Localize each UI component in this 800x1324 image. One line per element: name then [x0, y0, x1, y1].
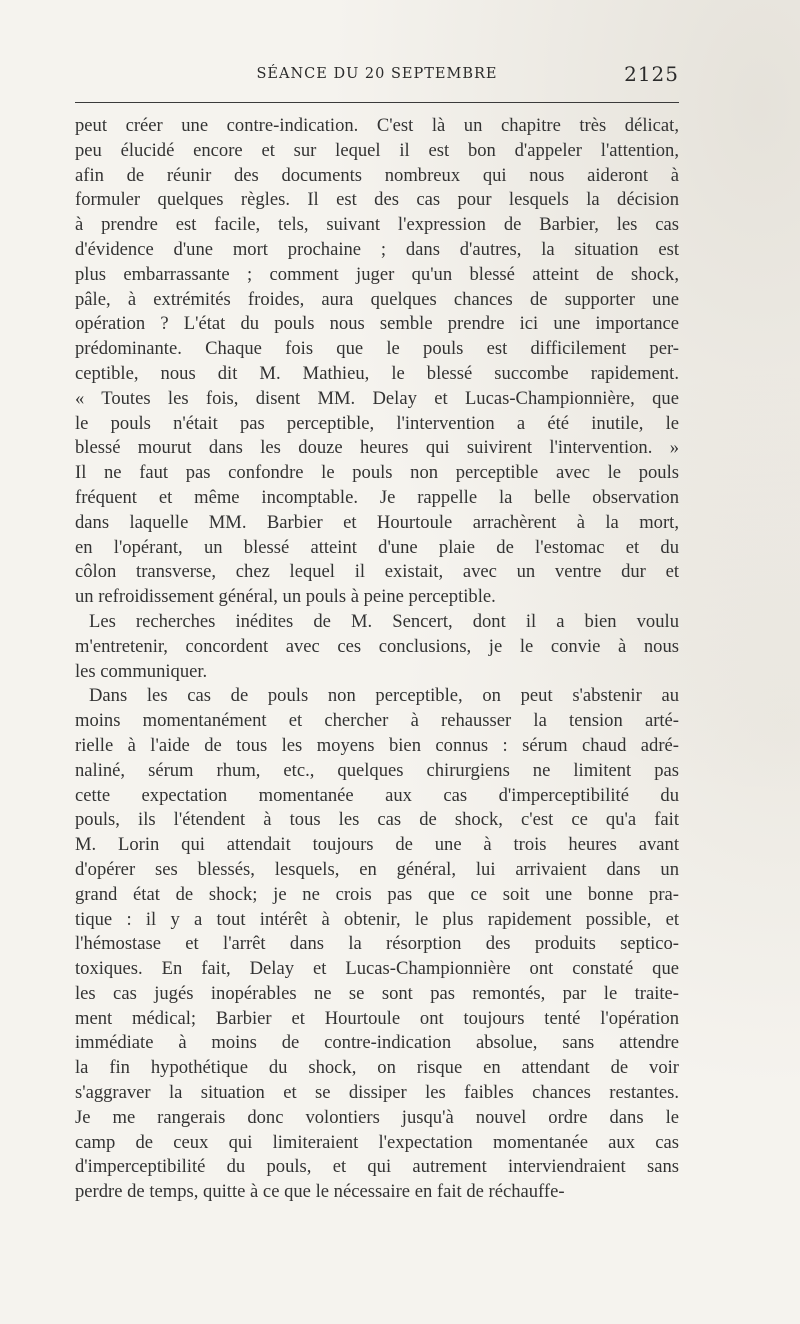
text-line: s'aggraver la situation et se dissiper les faibles chances restantes.	[75, 1082, 679, 1104]
text-line: Je me rangerais donc volontiers jusqu'à nouvel ordre dans le	[75, 1106, 679, 1128]
text-line: le pouls n'était pas perceptible, l'intervention a été inutile, le	[75, 412, 679, 434]
text-line: les cas jugés inopérables ne se sont pas remontés, par le traite-	[75, 982, 679, 1004]
text-line: formuler quelques règles. Il est des cas pour lesquels la décision	[75, 189, 679, 211]
text-line: d'opérer ses blessés, lesquels, en général, lui arrivaient dans un	[75, 858, 679, 880]
text-line: camp de ceux qui limiteraient l'expectation momentanée aux cas	[75, 1131, 679, 1153]
text-line: peut créer une contre-indication. C'est là un chapitre très délicat,	[75, 115, 679, 136]
text-line: peu élucidé encore et sur lequel il est bon d'appeler l'attention,	[75, 139, 679, 161]
text-line: Dans les cas de pouls non perceptible, on peut s'abstenir au	[89, 685, 679, 707]
text-line: la fin hypothétique du shock, on risque en attendant de voir	[75, 1057, 679, 1079]
text-line: moins momentanément et chercher à rehausser la tension arté-	[75, 710, 679, 732]
text-line: côlon transverse, chez lequel il existait, avec un ventre dur et	[75, 561, 679, 583]
text-line: d'imperceptibilité du pouls, et qui autrement interviendraient sans	[75, 1156, 679, 1178]
running-title: SÉANCE DU 20 SEPTEMBRE	[256, 66, 498, 82]
text-line: tique : il y a tout intérêt à obtenir, le plus rapidement possible, et	[75, 908, 679, 930]
text-line: plus embarrassante ; comment juger qu'un blessé atteint de shock,	[75, 263, 679, 285]
text-line: l'hémostase et l'arrêt dans la résorption des produits septico-	[75, 933, 679, 955]
text-line: blessé mourut dans les douze heures qui suivirent l'intervention. »	[75, 437, 679, 459]
text-line: en l'opérant, un blessé atteint d'une plaie de l'estomac et du	[75, 536, 679, 558]
text-line: toxiques. En fait, Delay et Lucas-Championnière ont constaté que	[75, 958, 679, 980]
header-rule	[75, 102, 679, 103]
text-line: opération ? L'état du pouls nous semble prendre ici une importance	[75, 313, 679, 335]
page-number: 2125	[624, 62, 679, 86]
text-line: ceptible, nous dit M. Mathieu, le blessé succombe rapidement.	[75, 362, 679, 384]
text-line: Il ne faut pas confondre le pouls non perceptible avec le pouls	[75, 462, 679, 484]
text-line: à prendre est facile, tels, suivant l'expression de Barbier, les cas	[75, 214, 679, 236]
text-line: Les recherches inédites de M. Sencert, dont il a bien voulu	[89, 610, 679, 632]
text-line: ment médical; Barbier et Hourtoule ont toujours tenté l'opération	[75, 1007, 679, 1029]
text-line: un refroidissement général, un pouls à peine perceptible.	[75, 586, 496, 608]
text-line: afin de réunir des documents nombreux qui nous aideront à	[75, 164, 679, 186]
text-line: prédominante. Chaque fois que le pouls est difficilement per-	[75, 338, 679, 360]
text-line: cette expectation momentanée aux cas d'imperceptibilité du	[75, 784, 679, 806]
text-line: d'évidence d'une mort prochaine ; dans d'autres, la situation est	[75, 238, 679, 260]
text-line: pouls, ils l'étendent à tous les cas de shock, c'est ce qu'a fait	[75, 809, 679, 831]
text-line: m'entretenir, concordent avec ces conclusions, je le convie à nous	[75, 635, 679, 657]
text-line: pâle, à extrémités froides, aura quelques chances de supporter une	[75, 288, 679, 310]
text-line: M. Lorin qui attendait toujours de une à trois heures avant	[75, 834, 679, 856]
text-line: les communiquer.	[75, 660, 208, 682]
text-line: grand état de shock; je ne crois pas que ce soit une bonne pra-	[75, 883, 679, 905]
text-line: immédiate à moins de contre-indication absolue, sans attendre	[75, 1032, 679, 1054]
text-line: « Toutes les fois, disent MM. Delay et Lucas-Championnière, que	[75, 387, 679, 409]
body-text	[75, 114, 679, 1205]
page-header	[75, 60, 679, 90]
text-line: perdre de temps, quitte à ce que le nécessaire en fait de réchauffe-	[75, 1181, 565, 1203]
text-line: dans laquelle MM. Barbier et Hourtoule arrachèrent à la mort,	[75, 511, 679, 533]
text-line: naliné, sérum rhum, etc., quelques chirurgiens ne limitent pas	[75, 759, 679, 781]
text-line: fréquent et même incomptable. Je rappelle la belle observation	[75, 486, 679, 508]
text-line: rielle à l'aide de tous les moyens bien connus : sérum chaud adré-	[75, 734, 679, 756]
